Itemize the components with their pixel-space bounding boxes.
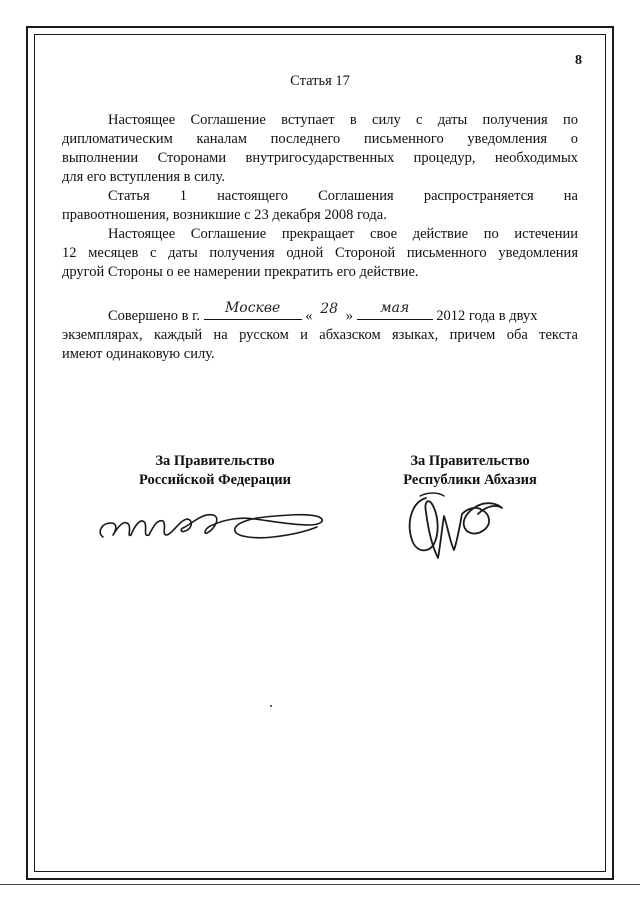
completed-suffix: 2012 года в двух	[436, 308, 538, 324]
footer-rule	[0, 884, 640, 885]
article-title: Статья 17	[290, 73, 350, 89]
completed-prefix: Совершено в г.	[108, 308, 201, 324]
paragraph-retroactive	[62, 187, 578, 225]
paragraph-line: Настоящее Соглашение прекращает свое действие по истечении	[108, 226, 578, 242]
paragraph-termination	[62, 225, 578, 282]
city-handwritten: Москве	[224, 300, 281, 316]
quote-open: «	[305, 308, 313, 324]
completed-line-3: имеют одинаковую силу.	[62, 346, 215, 362]
signatory-russia-line2: Российской Федерации	[138, 472, 291, 488]
signature-abkhazia	[398, 488, 508, 568]
signatory-abkhazia-line1: За Правительство	[410, 453, 530, 469]
paragraph-line: Настоящее Соглашение вступает в силу с даты получения по	[108, 112, 578, 128]
signature-russia	[95, 495, 330, 550]
month-blank	[357, 300, 433, 320]
day-blank	[316, 301, 342, 320]
paragraph-line: для его вступления в силу.	[62, 169, 225, 185]
signatory-russia-line1: За Правительство	[155, 453, 275, 469]
completed-line-2: экземплярах, каждый на русском и абхазском языках, причем оба текста	[62, 327, 578, 343]
signatory-abkhazia-line2: Республики Абхазия	[403, 472, 537, 488]
signatory-abkhazia	[370, 452, 570, 490]
paragraph-line: 12 месяцев с даты получения одной Стороной письменного уведомления	[62, 245, 578, 261]
paragraph-line: другой Стороны о ее намерении прекратить его действие.	[62, 264, 419, 280]
paragraph-line: правоотношения, возникшие с 23 декабря 2008 года.	[62, 207, 387, 223]
paragraph-line: дипломатическим каналам последнего письменного уведомления о	[62, 131, 578, 147]
day-handwritten: 28	[320, 301, 339, 317]
paragraph-line: выполнении Сторонами внутригосударственных процедур, необходимых	[62, 150, 578, 166]
quote-close: »	[345, 308, 354, 324]
scan-speck	[270, 705, 272, 707]
completion-clause	[62, 300, 578, 364]
page-number: 8	[575, 53, 582, 68]
paragraph-entry-into-force	[62, 111, 578, 187]
city-blank	[204, 300, 302, 320]
month-handwritten: мая	[380, 300, 410, 316]
paragraph-line: Статья 1 настоящего Соглашения распространяется на	[108, 188, 578, 204]
signatory-russia	[110, 452, 320, 490]
